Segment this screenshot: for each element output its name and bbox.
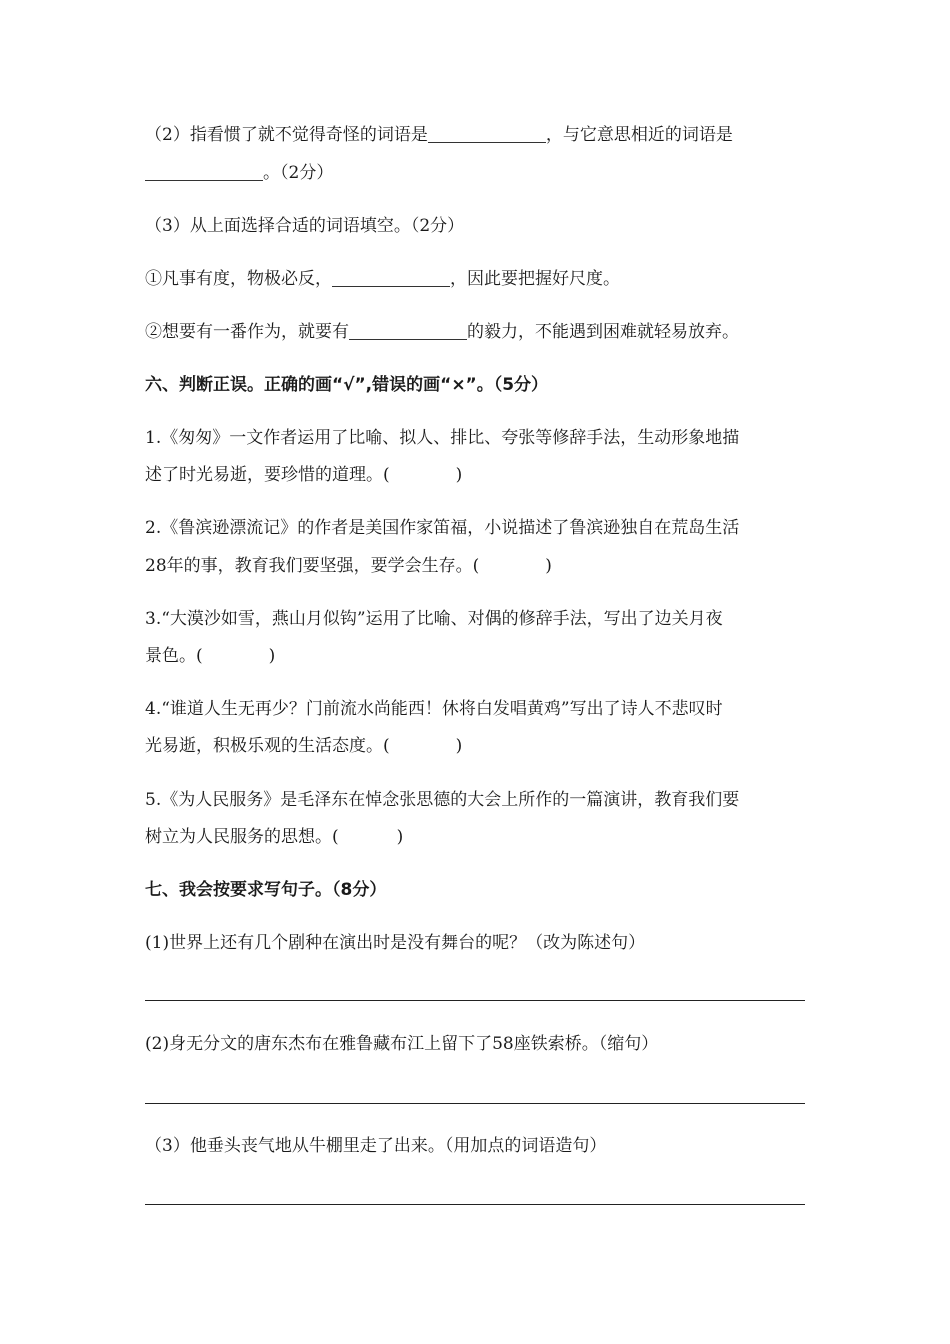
- question-5-2-points: 。（2分）: [263, 163, 334, 183]
- judge-item-3-line1: 3.“大漠沙如雪，燕山月似钩”运用了比喻、对偶的修辞手法，写出了边关月夜: [145, 609, 723, 629]
- answer-blank[interactable]: [145, 164, 263, 181]
- close-paren: ): [545, 556, 552, 576]
- close-paren: ): [455, 465, 463, 485]
- judge-item-5-line2: [145, 827, 403, 847]
- answer-blank[interactable]: [349, 323, 467, 340]
- item1-text: ①凡事有度，物极必反，: [145, 269, 332, 289]
- answer-line-1[interactable]: [145, 1000, 805, 1001]
- judge-item-1-line2: [145, 465, 462, 485]
- question-5-2-text: （2）指看惯了就不觉得奇怪的词语是: [145, 125, 428, 145]
- answer-blank[interactable]: [428, 126, 546, 143]
- judge-item-2-line2: [145, 556, 552, 576]
- close-paren: ): [268, 646, 276, 666]
- item2-text-cont: 的毅力，不能遇到困难就轻易放弃。: [467, 322, 739, 342]
- sentence-task-3: （3）他垂头丧气地从牛棚里走了出来。（用加点的词语造句）: [145, 1136, 607, 1156]
- sentence-task-1: (1)世界上还有几个剧种在演出时是没有舞台的呢？（改为陈述句）: [145, 933, 646, 953]
- judge-item-3-text: 景色。(: [145, 646, 203, 666]
- judge-item-5-line1: 5.《为人民服务》是毛泽东在悼念张思德的大会上所作的一篇演讲，教育我们要: [145, 790, 740, 810]
- section-7-heading: 七、我会按要求写句子。（8分）: [145, 880, 387, 900]
- judge-item-2-text: 28年的事，教育我们要坚强，要学会生存。(: [145, 556, 480, 576]
- section-6-heading: 六、判断正误。正确的画“√”,错误的画“×”。（5分）: [145, 375, 549, 395]
- judge-item-5-text: 树立为人民服务的思想。(: [145, 827, 339, 847]
- question-5-2-line1: [145, 125, 733, 145]
- sentence-task-2: (2)身无分文的唐东杰布在雅鲁藏布江上留下了58座铁索桥。（缩句）: [145, 1034, 659, 1054]
- question-5-3-prompt: （3）从上面选择合适的词语填空。（2分）: [145, 216, 465, 236]
- question-5-2-text-cont: ，与它意思相近的词语是: [545, 125, 733, 145]
- item1-text-cont: ，因此要把握好尺度。: [450, 269, 620, 289]
- question-5-2-line2: [145, 163, 333, 183]
- question-5-3-item1: [145, 269, 620, 289]
- answer-line-2[interactable]: [145, 1103, 805, 1104]
- judge-item-4-line1: 4.“谁道人生无再少？门前流水尚能西！休将白发唱黄鸡”写出了诗人不悲叹时: [145, 699, 723, 719]
- close-paren: ): [455, 736, 463, 756]
- answer-line-3[interactable]: [145, 1204, 805, 1205]
- answer-blank[interactable]: [332, 270, 450, 287]
- judge-item-4-line2: [145, 736, 462, 756]
- judge-item-3-line2: [145, 646, 275, 666]
- close-paren: ): [396, 827, 404, 847]
- item2-text: ②想要有一番作为，就要有: [145, 322, 349, 342]
- judge-item-1-text: 述了时光易逝，要珍惜的道理。(: [145, 465, 390, 485]
- question-5-3-item2: [145, 322, 739, 342]
- judge-item-4-text: 光易逝，积极乐观的生活态度。(: [145, 736, 390, 756]
- judge-item-1-line1: 1.《匆匆》一文作者运用了比喻、拟人、排比、夸张等修辞手法，生动形象地描: [145, 428, 740, 448]
- judge-item-2-line1: 2.《鲁滨逊漂流记》的作者是美国作家笛福，小说描述了鲁滨逊独自在荒岛生活: [145, 518, 740, 538]
